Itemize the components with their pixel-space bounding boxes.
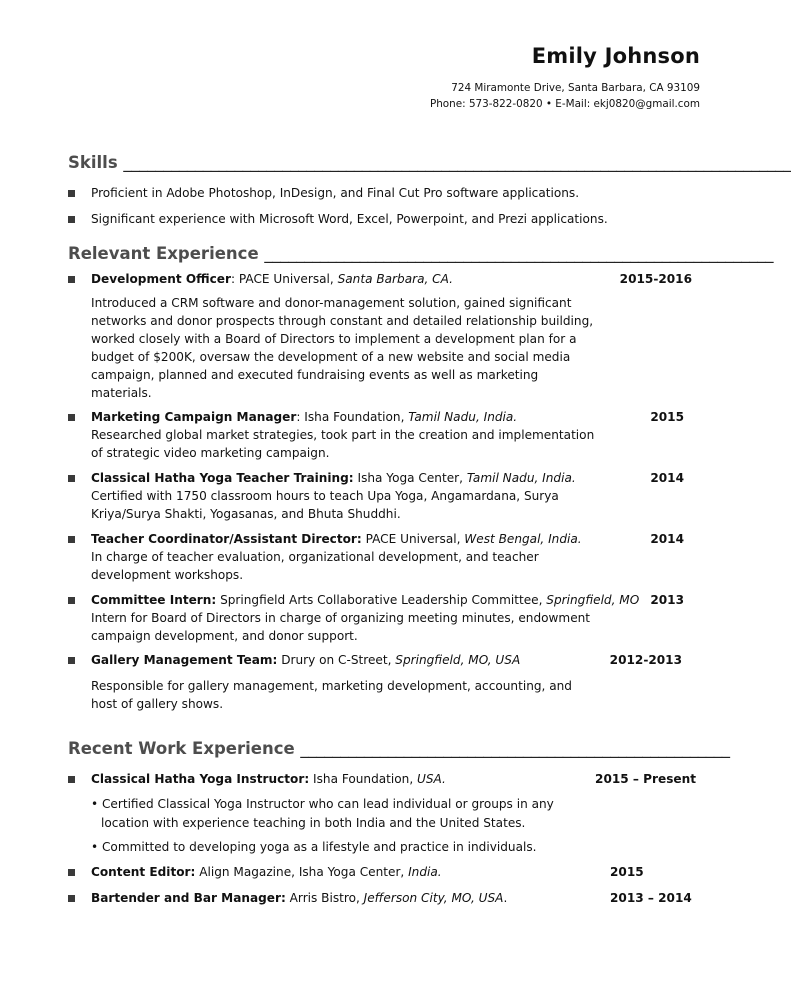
job-desc-line: Responsible for gallery management, marketing development, accounting, and xyxy=(91,679,572,693)
job-place: India. xyxy=(408,865,442,879)
job-title-line xyxy=(91,865,442,879)
square-bullet-icon xyxy=(68,657,75,664)
square-bullet-icon xyxy=(68,776,75,783)
job-place: West Bengal, India. xyxy=(464,532,582,546)
job-role: Classical Hatha Yoga Teacher Training: xyxy=(91,471,354,485)
job-desc-line: Researched global market strategies, took part in the creation and implementation xyxy=(91,428,595,442)
job-place: Springfield, MO xyxy=(546,593,640,607)
job-org: Isha Yoga Center, xyxy=(357,471,467,485)
job-place: Tamil Nadu, India. xyxy=(466,471,576,485)
job-role: Marketing Campaign Manager xyxy=(91,410,297,424)
job-desc-line: networks and donor prospects through constant and detailed relationship building, xyxy=(91,314,594,328)
square-bullet-icon xyxy=(68,276,75,283)
job-desc-line: In charge of teacher evaluation, organizational development, and teacher xyxy=(91,550,539,564)
job-desc-line: host of gallery shows. xyxy=(91,697,224,711)
resume-name: Emily Johnson xyxy=(531,44,700,68)
address: 724 Miramonte Drive, Santa Barbara, CA 93109 xyxy=(451,82,700,94)
job-role: Classical Hatha Yoga Instructor: xyxy=(91,772,310,786)
skill-item: Significant experience with Microsoft Word, Excel, Powerpoint, and Prezi applications. xyxy=(91,212,608,226)
job-title-line xyxy=(91,772,446,786)
job-title-line xyxy=(91,471,576,485)
job-role: Teacher Coordinator/Assistant Director: xyxy=(91,532,362,546)
job-desc-line: • Committed to developing yoga as a lifestyle and practice in individuals. xyxy=(91,840,537,854)
job-date: 2014 xyxy=(650,532,684,546)
job-title-line xyxy=(91,532,582,546)
square-bullet-icon xyxy=(68,475,75,482)
job-desc-line: Kriya/Surya Shakti, Yogasanas, and Bhuta Shuddhi. xyxy=(91,507,401,521)
job-place: USA. xyxy=(417,772,446,786)
job-place: Jefferson City, MO, USA xyxy=(363,891,504,905)
job-place: Springfield, MO, USA xyxy=(395,653,521,667)
section-title: Recent Work Experience xyxy=(68,739,295,758)
section-title: Skills xyxy=(68,153,118,172)
job-desc-line: Introduced a CRM software and donor-management solution, gained significant xyxy=(91,296,572,310)
section-relevant-heading xyxy=(68,244,774,263)
job-role: Committee Intern: xyxy=(91,593,217,607)
job-title-line: Bartender and Bar Manager: Arris Bistro, Jefferson City, MO, USA. xyxy=(91,891,508,905)
job-desc-line: Certified with 1750 classroom hours to teach Upa Yoga, Angamardana, Surya xyxy=(91,489,559,503)
section-recent-heading xyxy=(68,739,730,758)
job-title-line: Development Officer: PACE Universal, Santa Barbara, CA. xyxy=(91,272,453,286)
job-org: Isha Foundation, xyxy=(304,410,409,424)
job-place: Tamil Nadu, India. xyxy=(408,410,518,424)
contact-line: Phone: 573-822-0820 • E-Mail: ekj0820@gmail.com xyxy=(429,98,700,110)
job-desc-line: campaign development, and donor support. xyxy=(91,629,358,643)
job-place: Santa Barbara, CA. xyxy=(337,272,453,286)
skill-item: Proficient in Adobe Photoshop, InDesign, and Final Cut Pro software applications. xyxy=(91,186,580,200)
job-org: PACE Universal, xyxy=(238,272,338,286)
job-org: Drury on C-Street, xyxy=(281,653,396,667)
job-role: Bartender and Bar Manager: xyxy=(91,891,286,905)
job-title-line xyxy=(91,593,639,607)
section-title: Relevant Experience xyxy=(68,244,259,263)
job-org: Align Magazine, Isha Yoga Center, xyxy=(199,865,409,879)
section-skills-heading xyxy=(68,153,791,172)
job-role: Gallery Management Team: xyxy=(91,653,278,667)
job-desc-line: campaign, planned and executed fundraising events as well as marketing xyxy=(91,368,539,382)
job-date: 2013 – 2014 xyxy=(610,891,692,905)
section-rule: ______________________________________________________ xyxy=(300,739,730,758)
job-org: Springfield Arts Collaborative Leadership Committee, xyxy=(220,593,547,607)
square-bullet-icon xyxy=(68,414,75,421)
job-role: Development Officer xyxy=(91,272,231,286)
job-date: 2015 xyxy=(650,410,684,424)
square-bullet-icon xyxy=(68,895,75,902)
job-date: 2015 – Present xyxy=(595,772,696,786)
job-title-line: Marketing Campaign Manager: Isha Foundation, Tamil Nadu, India. xyxy=(91,410,518,424)
job-desc-line: location with experience teaching in both India and the United States. xyxy=(101,816,526,830)
section-rule: ____________________________________________________________________________________ xyxy=(123,153,791,172)
square-bullet-icon xyxy=(68,216,75,223)
job-desc-line: materials. xyxy=(91,386,152,400)
job-desc-line: worked closely with a Board of Directors to implement a development plan for a xyxy=(91,332,577,346)
job-date: 2015 xyxy=(610,865,644,879)
square-bullet-icon xyxy=(68,597,75,604)
job-desc-line: Intern for Board of Directors in charge of organizing meeting minutes, endowment xyxy=(91,611,591,625)
job-org: Isha Foundation, xyxy=(313,772,418,786)
job-desc-line: of strategic video marketing campaign. xyxy=(91,446,330,460)
job-title-line xyxy=(91,653,520,667)
job-role: Content Editor: xyxy=(91,865,196,879)
job-desc-line: budget of $200K, oversaw the development of a new website and social media xyxy=(91,350,571,364)
job-date: 2015-2016 xyxy=(619,272,692,286)
job-org: PACE Universal, xyxy=(365,532,465,546)
square-bullet-icon xyxy=(68,190,75,197)
job-org: Arris Bistro, xyxy=(289,891,364,905)
job-date: 2013 xyxy=(650,593,684,607)
square-bullet-icon xyxy=(68,536,75,543)
job-desc-line: • Certified Classical Yoga Instructor who can lead individual or groups in any xyxy=(91,797,554,811)
section-rule: ________________________________________________________________ xyxy=(264,244,774,263)
job-desc-line: development workshops. xyxy=(91,568,244,582)
job-date: 2014 xyxy=(650,471,684,485)
square-bullet-icon xyxy=(68,869,75,876)
job-date: 2012-2013 xyxy=(609,653,682,667)
